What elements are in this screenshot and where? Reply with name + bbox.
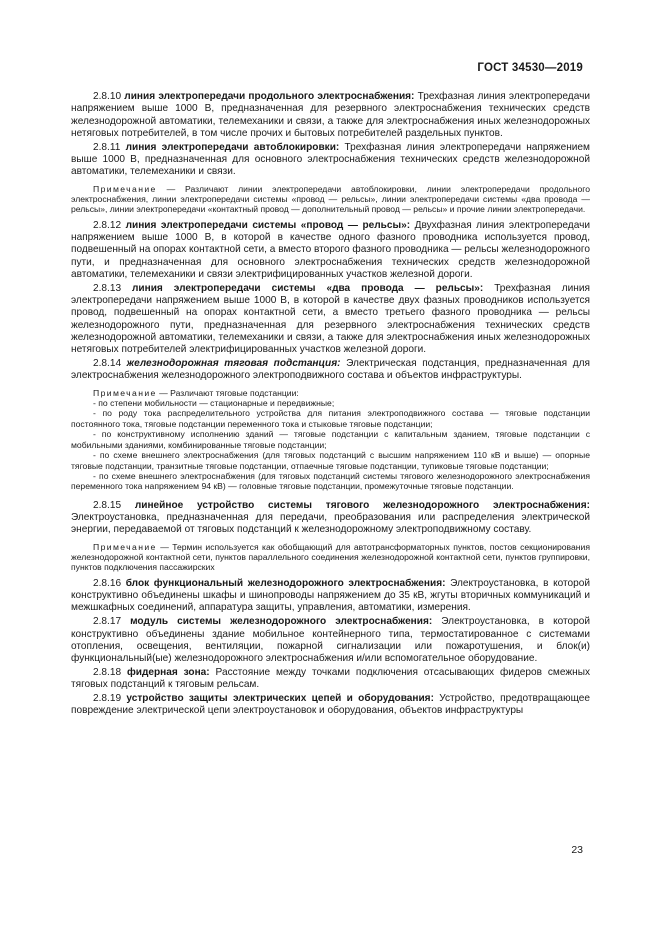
note-label: Примечание — [93, 183, 157, 194]
entry-number: 2.8.15 — [93, 499, 135, 511]
entry-2-8-19 — [71, 693, 590, 718]
entry-term: линия электропередачи системы «провод — рельсы»: — [125, 219, 411, 231]
entry-term: линия электропередачи автоблокировки: — [125, 141, 340, 153]
note-2-8-14 — [71, 388, 590, 492]
entry-definition: Трехфазная линия электропередачи напряжением выше 1000 В, предназначенная для основного электроснабжения технических средств железнодорожной автоматики, телемеханики и связи. — [71, 141, 590, 178]
entry-definition: Двухфазная линия электропередачи напряжением выше 1000 В, в которой в качестве одного фазного проводника используется провод, подвешенный на опорах контактной сети, а вместо второго фазного проводника — рельсы железнодорожного пути, и предназначенная для основного электроснабжения технических средств железнодорожной автоматики, телемеханики и связи электрифицированных участков железной дороги. — [71, 219, 590, 280]
note-2-8-11 — [71, 184, 590, 215]
entry-definition: Устройство, предотвращающее повреждение электрической цепи электроустановок и оборудования, объектов инфраструктуры — [71, 693, 590, 717]
entry-2-8-16 — [71, 578, 590, 615]
entry-term: блок функциональный железнодорожного электроснабжения: — [125, 577, 446, 589]
entry-term: линия электропередачи продольного электроснабжения: — [124, 91, 415, 102]
note-list-item: - по степени мобильности — стационарные и передвижные; — [93, 398, 335, 409]
entry-number: 2.8.11 — [93, 141, 126, 153]
document-code: ГОСТ 34530—2019 — [477, 62, 583, 74]
entry-definition: Электроустановка, в которой конструктивно объединены шкафы и шинопроводы напряжением до 35 кВ, жгуты вторичных коммуникаций и межшкафных соединений, аппаратура защиты, управления, автоматики, измерения. — [71, 577, 590, 614]
note-label: Примечание — [93, 541, 157, 552]
entry-definition: Расстояние между точками подключения отсасывающих фидеров смежных тяговых подстанций к тяговым рельсам. — [71, 666, 590, 691]
entry-number: 2.8.16 — [93, 577, 126, 589]
entry-term: устройство защиты электрических цепей и оборудования: — [126, 693, 434, 704]
entry-number: 2.8.14 — [93, 358, 127, 370]
entry-2-8-17 — [71, 616, 590, 665]
entry-definition: Электрическая подстанция, предназначенная для электроснабжения железнодорожного электроподвижного состава и объектов инфраструктуры. — [71, 358, 590, 382]
entry-term: линия электропередачи системы «два провода — рельсы»: — [132, 282, 484, 294]
note-list-item: - по схеме внешнего электроснабжения (для тяговых подстанций с высшим напряжением 110 кВ и выше) — опорные тяговые подстанции, транзитные тяговые подстанции, отпаечные тяговые подстанции, тупиковые тяговые подстанции; — [71, 450, 590, 471]
note-text: — Различают тяговые подстанции: — [156, 387, 299, 398]
page-number: 23 — [571, 844, 583, 856]
entry-number: 2.8.19 — [93, 693, 127, 704]
entry-2-8-18 — [71, 667, 590, 692]
note-text: — Различают линии электропередачи автоблокировки, линии электропередачи продольного электроснабжения, линии электропередачи системы «провод — рельсы», линии электропередачи системы «два провода — рельсы», линии электропередачи «контактный провод — дополнительный провод — рельсы» и прочие линии электропередачи. — [71, 183, 590, 215]
entry-definition: Электроустановка, предназначенная для передачи, преобразования или распределения электрической энергии, передаваемой от тяговых подстанций к железнодорожному электроподвижному составу. — [71, 512, 590, 536]
entry-2-8-13 — [71, 283, 590, 357]
entry-2-8-11 — [71, 142, 590, 179]
entry-number: 2.8.12 — [93, 219, 126, 231]
entry-number: 2.8.18 — [93, 666, 127, 678]
entry-2-8-10 — [71, 91, 590, 140]
document-body — [71, 91, 590, 719]
note-label: Примечание — [93, 387, 157, 398]
entry-term: линейное устройство системы тягового железнодорожного электроснабжения: — [134, 499, 590, 511]
note-list-item: - по роду тока распределительного устройства для питания электроподвижного состава — тяговые подстанции постоянного тока, тяговые подстанции переменного тока и стыковые тяговые подстанции; — [71, 408, 590, 429]
entry-2-8-12 — [71, 220, 590, 281]
entry-2-8-15 — [71, 500, 590, 537]
entry-number: 2.8.13 — [93, 282, 133, 294]
entry-2-8-14 — [71, 358, 590, 383]
note-list-item: - по схеме внешнего электроснабжения (для тяговых подстанций системы тягового железнодорожного электроснабжения переменного тока напряжением 94 кВ) — головные тяговые подстанции, промежуточные тяговые подстанции. — [71, 470, 590, 492]
entry-definition: Трехфазная линия электропередачи напряжением выше 1000 В, предназначенная для резервного электроснабжения технических средств железнодорожной автоматики, телемеханики и связи, а также для электроснабжения иных железнодорожных нетяговых потребителей, в том числе прочих и бытовых потребителей раздельных пунктов. — [71, 91, 590, 139]
note-list-item: - по конструктивному исполнению зданий — тяговые подстанции с капитальным зданием, тяговые подстанции с мобильными зданиями, комбинированные тяговые подстанции; — [71, 429, 590, 450]
entry-term: модуль системы железнодорожного электроснабжения: — [130, 616, 433, 628]
entry-number: 2.8.10 — [93, 91, 125, 102]
entry-term: фидерная зона: — [126, 666, 210, 678]
entry-number: 2.8.17 — [93, 616, 131, 628]
entry-definition: Трехфазная линия электропередачи напряжением выше 1000 В, в которой в качестве двух фазных проводников используется провод, подвешенный на опорах контактной сети, а вместо третьего фазного проводника — рельсы железнодорожного пути, предназначенная для резервного электроснабжения технических средств железнодорожной автоматики, телемеханики и связи, а также для электроснабжения иных железнодорожных нетяговых потребителей электрифицированных участков железной дороги. — [71, 282, 590, 356]
entry-definition: Электроустановка, в которой конструктивно объединены здание мобильное контейнерного типа, термостатированное с системами отопления, освещения, вентиляции, пожарной сигнализации или пожаротушения, и блок(и) функциональный(ые) железнодорожного электроснабжения и/или вспомогательное оборудование. — [71, 616, 590, 665]
note-2-8-15 — [71, 542, 590, 573]
note-text: — Термин используется как обобщающий для автотрансформаторных пунктов, постов секционирования железнодорожной контактной сети, пунктов параллельного соединения железнодорожной контактной сети, пунктов группировки, пунктов подключения пассажирских — [71, 541, 590, 573]
entry-term: железнодорожная тяговая подстанция: — [126, 358, 341, 370]
note-intro — [71, 388, 590, 398]
